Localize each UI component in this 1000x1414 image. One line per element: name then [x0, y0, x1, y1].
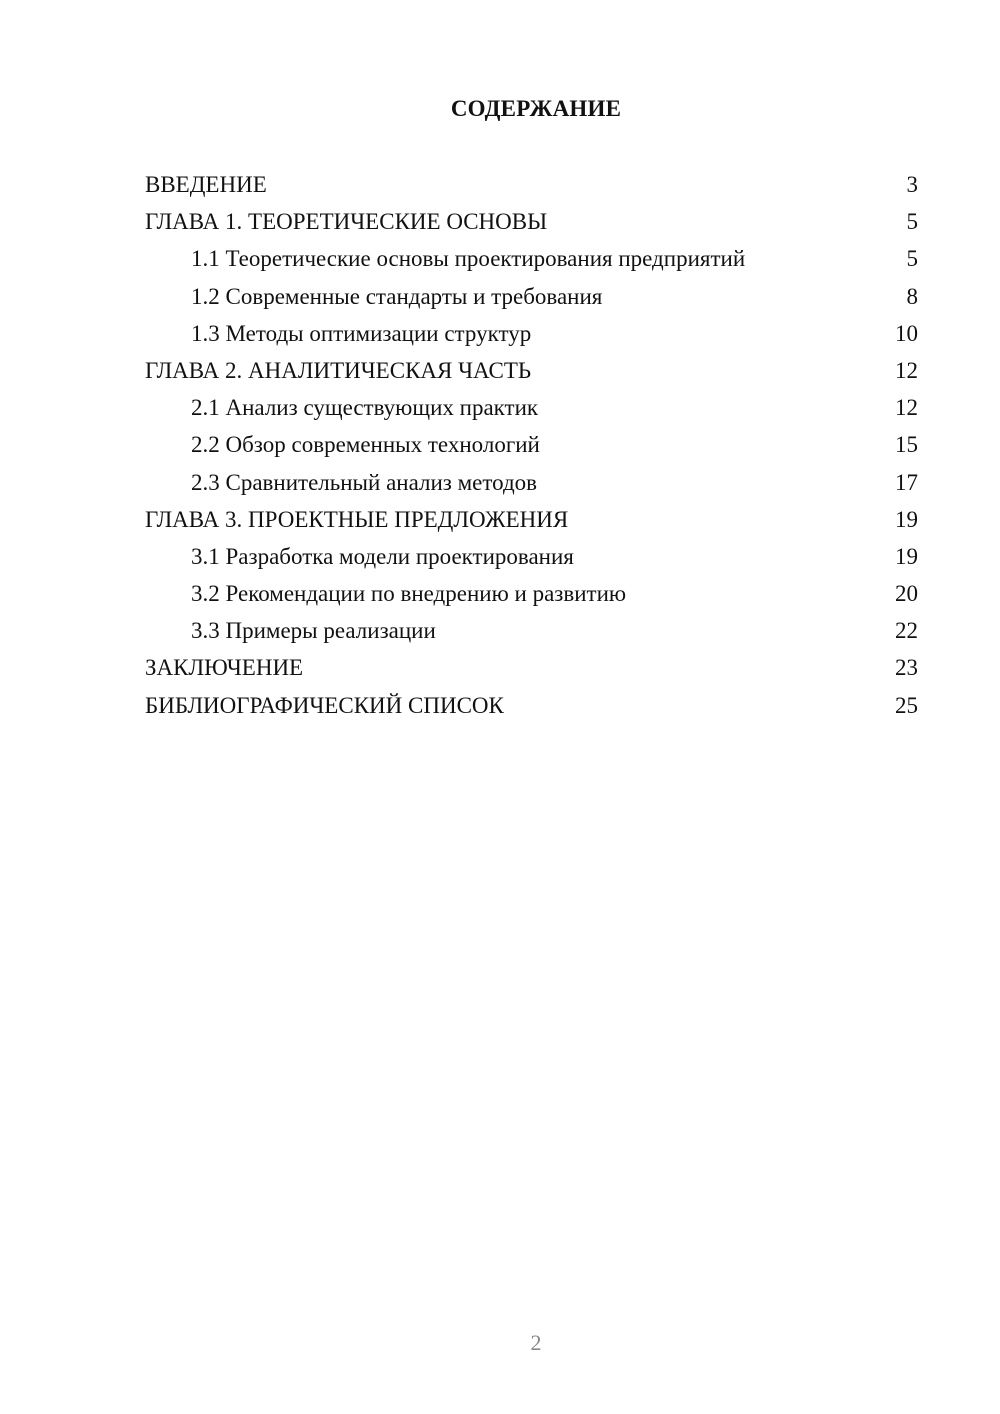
- toc-row: [145, 278, 918, 315]
- toc-entry-page: 20: [895, 581, 918, 607]
- toc-row: [145, 166, 918, 203]
- toc-entry-label: 2.1 Анализ существующих практик: [191, 395, 539, 421]
- toc-entry-page: 19: [895, 506, 918, 532]
- toc-entry-label: 2.3 Сравнительный анализ методов: [191, 469, 538, 495]
- table-of-contents: [145, 166, 918, 724]
- toc-title: СОДЕРЖАНИЕ: [450, 96, 622, 121]
- toc-entry-page: 25: [895, 692, 918, 718]
- toc-entry-page: 10: [895, 320, 918, 346]
- toc-row: [145, 649, 918, 686]
- toc-entry-label: ГЛАВА 3. ПРОЕКТНЫЕ ПРЕДЛОЖЕНИЯ: [145, 506, 569, 532]
- page-number: 2: [530, 1330, 542, 1355]
- toc-entry-label: БИБЛИОГРАФИЧЕСКИЙ СПИСОК: [145, 692, 504, 718]
- toc-row: [145, 389, 918, 426]
- toc-entry-label: ГЛАВА 1. ТЕОРЕТИЧЕСКИЕ ОСНОВЫ: [145, 209, 548, 235]
- toc-entry-page: 23: [895, 655, 918, 681]
- toc-entry-page: 12: [895, 395, 918, 421]
- toc-entry-page: 12: [895, 357, 918, 383]
- toc-row: [145, 464, 918, 501]
- toc-entry-label: 1.2 Современные стандарты и требования: [191, 283, 603, 309]
- toc-entry-page: 8: [906, 283, 918, 309]
- toc-row: [145, 501, 918, 538]
- toc-row: [145, 612, 918, 649]
- toc-row: [145, 240, 918, 277]
- toc-entry-page: 17: [895, 469, 918, 495]
- toc-entry-page: 5: [906, 209, 918, 235]
- toc-row: [145, 352, 918, 389]
- toc-entry-label: 1.3 Методы оптимизации структур: [191, 320, 532, 346]
- toc-entry-page: 5: [906, 246, 918, 272]
- toc-row: [145, 315, 918, 352]
- toc-entry-label: 2.2 Обзор современных технологий: [191, 432, 540, 458]
- toc-row: [145, 575, 918, 612]
- toc-entry-label: 1.1 Теоретические основы проектирования предприятий: [191, 246, 746, 272]
- toc-entry-label: 3.2 Рекомендации по внедрению и развитию: [191, 581, 627, 607]
- toc-row: [145, 203, 918, 240]
- toc-entry-page: 19: [895, 543, 918, 569]
- toc-row: [145, 426, 918, 463]
- toc-entry-label: ЗАКЛЮЧЕНИЕ: [145, 655, 304, 681]
- toc-entry-page: 3: [906, 172, 918, 197]
- toc-entry-label: 3.1 Разработка модели проектирования: [191, 543, 574, 569]
- toc-row: [145, 538, 918, 575]
- toc-entry-page: 15: [895, 432, 918, 458]
- toc-entry-label: 3.3 Примеры реализации: [191, 618, 436, 644]
- toc-entry-label: ГЛАВА 2. АНАЛИТИЧЕСКАЯ ЧАСТЬ: [145, 357, 532, 383]
- toc-entry-page: 22: [895, 618, 918, 644]
- toc-row: [145, 687, 918, 724]
- toc-entry-label: ВВЕДЕНИЕ: [145, 172, 267, 197]
